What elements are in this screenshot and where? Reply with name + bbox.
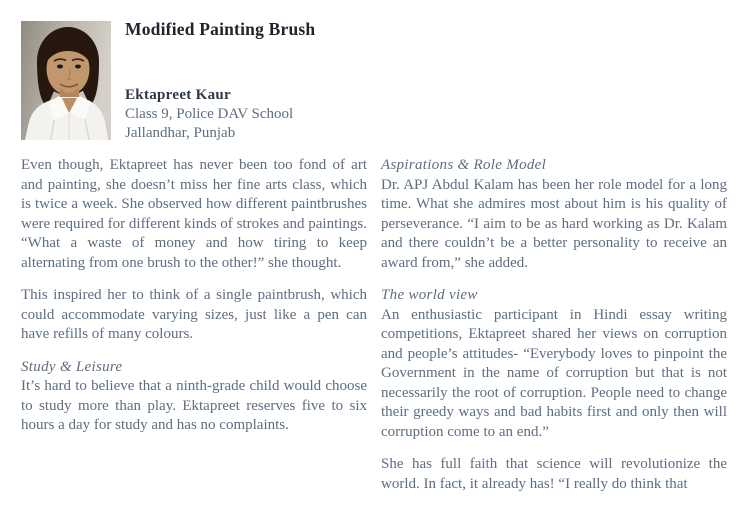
paragraph-aspirations: Dr. APJ Abdul Kalam has been her role model for a long time. What she admires most about him is his quality of perseverance. “I aim to be as hard working as Dr. Kalam and there couldn’t be a better personality to receive an award from,” she added. — [381, 176, 727, 271]
section-heading-aspirations: Aspirations & Role Model — [381, 157, 547, 173]
paragraph-intro: Even though, Ektapreet has never been too fond of art and painting, she doesn’t miss her fine arts class, which is twice a week. She observed how different paintbrushes were required for different kinds of strokes and paintings. “What a waste of money and how tiring to keep alternating from one brush to the other!” she thought. — [21, 157, 367, 271]
paragraph-science-faith: She has full faith that science will revolutionize the world. In fact, it already has! “I really do think that — [381, 456, 727, 492]
section-heading-study-leisure: Study & Leisure — [21, 358, 123, 375]
article-body — [21, 156, 727, 494]
student-photo — [21, 21, 111, 140]
byline-block — [125, 86, 293, 143]
student-name: Ektapreet Kaur — [125, 87, 231, 103]
paragraph-study-leisure: It’s hard to believe that a ninth-grade child would choose to study more than play. Ektapreet reserves five to six hours a day for study and has no complaints. — [21, 378, 367, 433]
article-title: Modified Painting Brush — [125, 19, 316, 39]
student-location: Jallandhar, Punjab — [125, 125, 236, 141]
paragraph-world-view: An enthusiastic participant in Hindi essay writing competitions, Ektapreet shared her views on corruption and people’s attitudes- “Everybody loves to pinpoint the Government in the name of corruption but that is not necessarily the root of corruption. People need to change their greedy ways and bad habits first and only then will corruption come to an end.” — [381, 306, 727, 440]
right-column — [381, 156, 727, 494]
student-school: Class 9, Police DAV School — [125, 106, 294, 122]
left-column — [21, 156, 367, 494]
student-portrait-illustration — [21, 21, 111, 140]
paragraph-invention-idea: This inspired her to think of a single paintbrush, which could accommodate varying sizes, just like a pen can have refills of many colours. — [21, 287, 367, 342]
section-heading-world-view: The world view — [381, 287, 478, 303]
